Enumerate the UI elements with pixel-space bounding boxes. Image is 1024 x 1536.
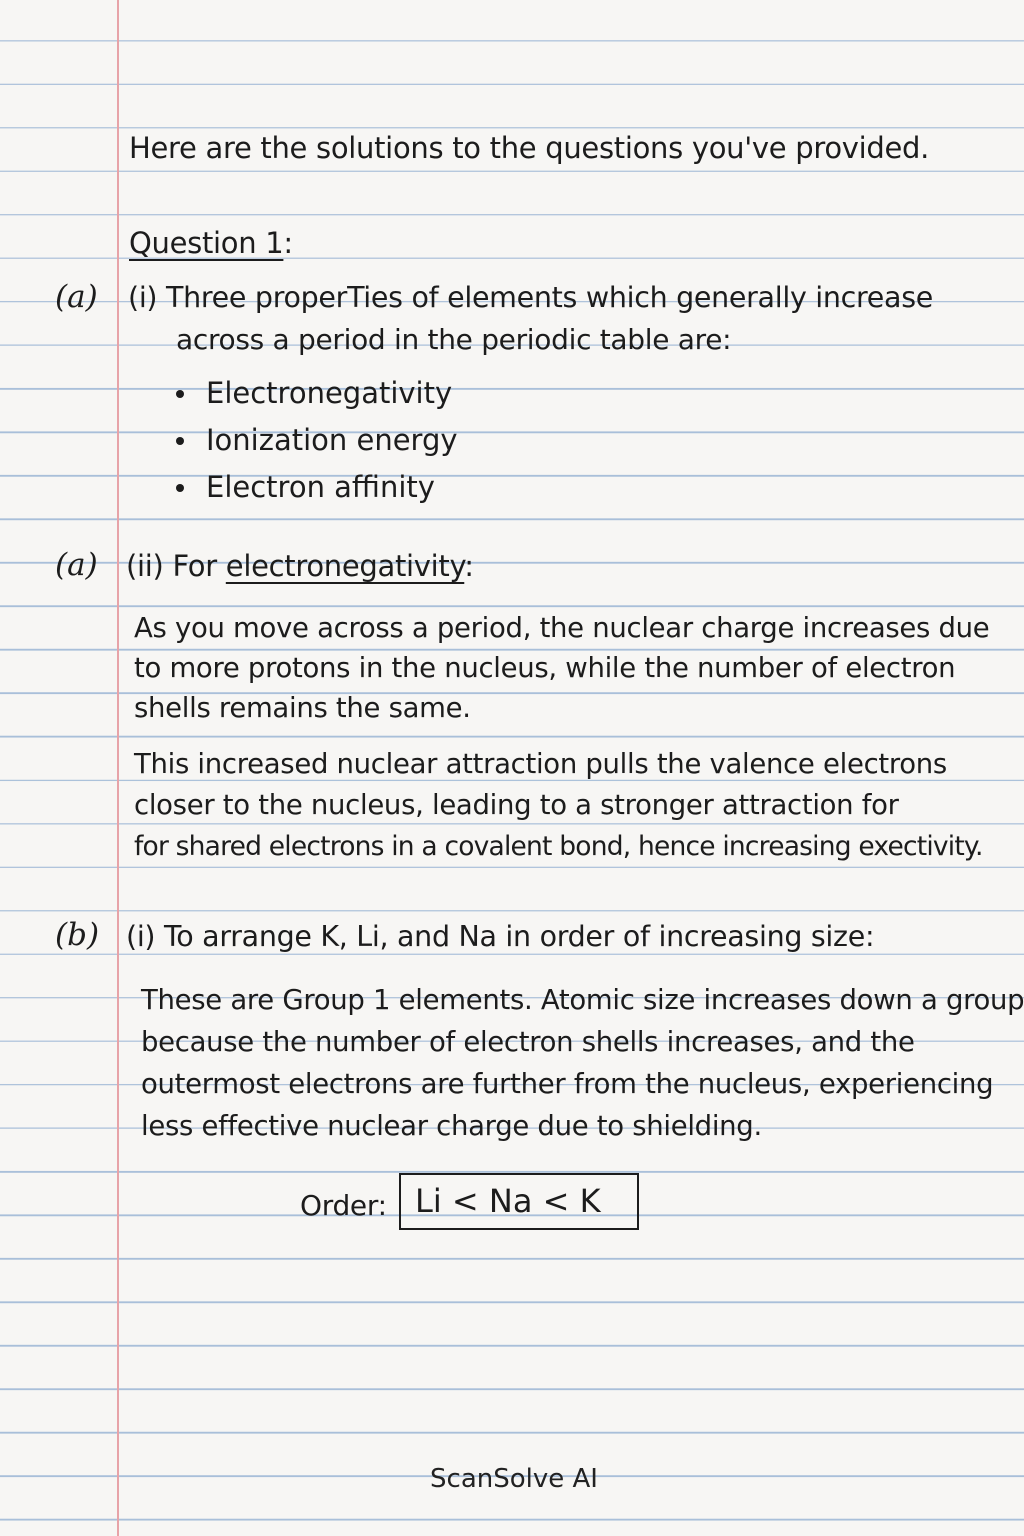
question-colon: : [283, 226, 293, 260]
paragraph-line: because the number of electron shells increases, and the [141, 1026, 915, 1058]
part-a-i-line-2: across a period in the periodic table are: [176, 323, 732, 356]
part-a-i-line-1: (i) Three properTies of elements which generally increase [128, 281, 933, 314]
paragraph-line: outermost electrons are further from the nucleus, experiencing [141, 1068, 994, 1100]
part-a-ii-prefix: (ii) For [126, 549, 226, 583]
paragraph-line: to more protons in the nucleus, while the number of electron [134, 652, 956, 684]
part-a-ii-heading [126, 549, 474, 583]
order-label: Order: [300, 1189, 387, 1222]
part-a-ii-suffix: : [464, 549, 474, 583]
list-item: Electron affinity [176, 470, 458, 517]
list-item: Electronegativity [176, 376, 458, 423]
paragraph-line: These are Group 1 elements. Atomic size increases down a group [141, 984, 1024, 1016]
paragraph-line: closer to the nucleus, leading to a stronger attraction for [134, 789, 899, 821]
paragraph-line: As you move across a period, the nuclear charge increases due [134, 612, 990, 644]
question-heading [129, 226, 293, 260]
margin-line [117, 0, 119, 1536]
paragraph-line: This increased nuclear attraction pulls the valence electrons [134, 748, 947, 780]
part-a-label: (a) [55, 279, 98, 315]
part-a-ii-label: (a) [55, 547, 98, 583]
properties-list [176, 376, 458, 517]
part-b-i-heading: (i) To arrange K, Li, and Na in order of increasing size: [126, 920, 875, 953]
list-item: Ionization energy [176, 423, 458, 470]
question-title: Question 1 [129, 226, 284, 260]
intro-text: Here are the solutions to the questions you've provided. [129, 131, 930, 165]
paragraph-line: less effective nuclear charge due to shielding. [141, 1110, 762, 1142]
footer-brand: ScanSolve AI [430, 1464, 598, 1494]
order-answer-box: Li < Na < K [399, 1173, 639, 1230]
part-b-label: (b) [55, 917, 100, 953]
paragraph-line: for shared electrons in a covalent bond, hence increasing exectivity. [134, 831, 983, 862]
part-a-ii-term: electronegativity [225, 549, 465, 583]
paragraph-line: shells remains the same. [134, 692, 471, 724]
